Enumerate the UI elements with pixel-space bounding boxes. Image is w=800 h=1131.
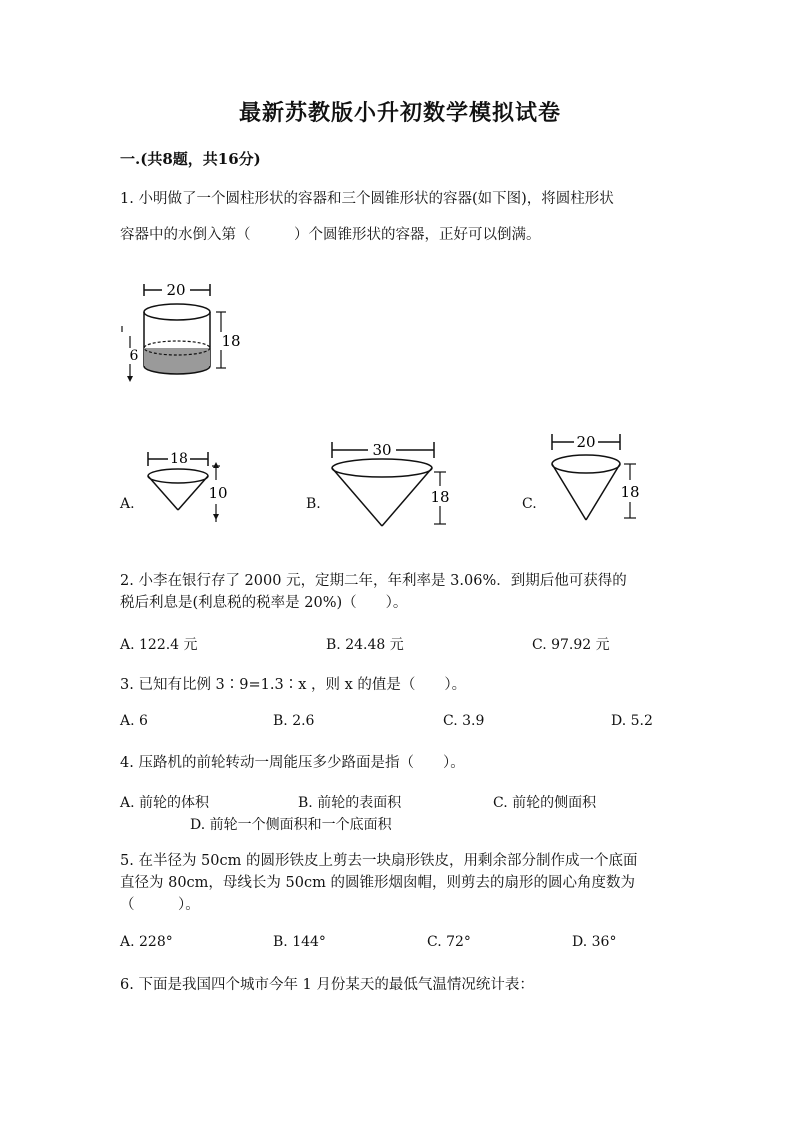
cone-a-diameter-label: 18: [170, 451, 188, 467]
question-1-line-2: 容器中的水倒入第（ ）个圆锥形状的容器，正好可以倒满。: [120, 227, 541, 243]
cone-c-diameter-label: 20: [576, 433, 596, 451]
cone-b-label: B.: [306, 496, 321, 512]
question-4-line-1: 4. 压路机的前轮转动一周能压多少路面是指（ ）。: [120, 755, 465, 771]
question-3-option-c[interactable]: C. 3.9: [443, 713, 485, 729]
section-header: 一.(共8题，共16分): [120, 150, 261, 168]
question-5-option-d[interactable]: D. 36°: [572, 934, 617, 950]
question-5-line-2: 直径为 80cm，母线长为 50cm 的圆锥形烟囱帽，则剪去的扇形的圆心角度数为: [120, 875, 635, 891]
question-2-line-1: 2. 小李在银行存了 2000 元，定期二年，年利率是 3.06%．到期后他可获得的: [120, 573, 627, 589]
question-1-line-1: 1. 小明做了一个圆柱形状的容器和三个圆锥形状的容器(如下图)，将圆柱形状: [120, 191, 614, 207]
cylinder-water-label: 6: [129, 348, 139, 364]
question-4-option-d[interactable]: D. 前轮一个侧面积和一个底面积: [190, 817, 392, 833]
question-5-option-c[interactable]: C. 72°: [427, 934, 471, 950]
question-4-option-b[interactable]: B. 前轮的表面积: [298, 795, 402, 811]
question-5-option-b[interactable]: B. 144°: [273, 934, 326, 950]
question-2-option-b[interactable]: B. 24.48 元: [326, 637, 404, 653]
question-3-option-a[interactable]: A. 6: [120, 713, 148, 729]
cylinder-diameter-label: 20: [166, 281, 186, 299]
cone-c-figure: [544, 430, 654, 530]
cone-a-label: A.: [120, 496, 135, 512]
question-4-option-c[interactable]: C. 前轮的侧面积: [493, 795, 597, 811]
question-5-line-3: （ ）。: [120, 897, 200, 913]
cone-c-height-label: 18: [620, 483, 640, 501]
cone-a-figure: [142, 446, 232, 526]
cone-b-diameter-label: 30: [372, 441, 392, 459]
cone-b-figure: [326, 436, 456, 536]
cone-b-height-label: 18: [430, 488, 450, 506]
cone-a-height-label: 10: [208, 484, 228, 502]
question-5-option-a[interactable]: A. 228°: [120, 934, 173, 950]
question-3-line-1: 3. 已知有比例 3∶9=1.3∶x ，则 x 的值是（ ）。: [120, 677, 467, 693]
question-2-option-a[interactable]: A. 122.4 元: [120, 637, 198, 653]
cylinder-figure: [120, 276, 250, 384]
question-5-line-1: 5. 在半径为 50cm 的圆形铁皮上剪去一块扇形铁皮，用剩余部分制作成一个底面: [120, 853, 638, 869]
question-3-option-b[interactable]: B. 2.6: [273, 713, 315, 729]
question-4-option-a[interactable]: A. 前轮的体积: [120, 795, 210, 811]
page-title: 最新苏教版小升初数学模拟试卷: [238, 100, 561, 126]
cylinder-height-label: 18: [221, 332, 241, 350]
question-2-line-2: 税后利息是(利息税的税率是 20%)（ ）。: [120, 595, 408, 611]
question-2-option-c[interactable]: C. 97.92 元: [532, 637, 610, 653]
question-6-line-1: 6. 下面是我国四个城市今年 1 月份某天的最低气温情况统计表：: [120, 977, 534, 993]
cone-c-label: C.: [522, 496, 537, 512]
question-3-option-d[interactable]: D. 5.2: [611, 713, 653, 729]
